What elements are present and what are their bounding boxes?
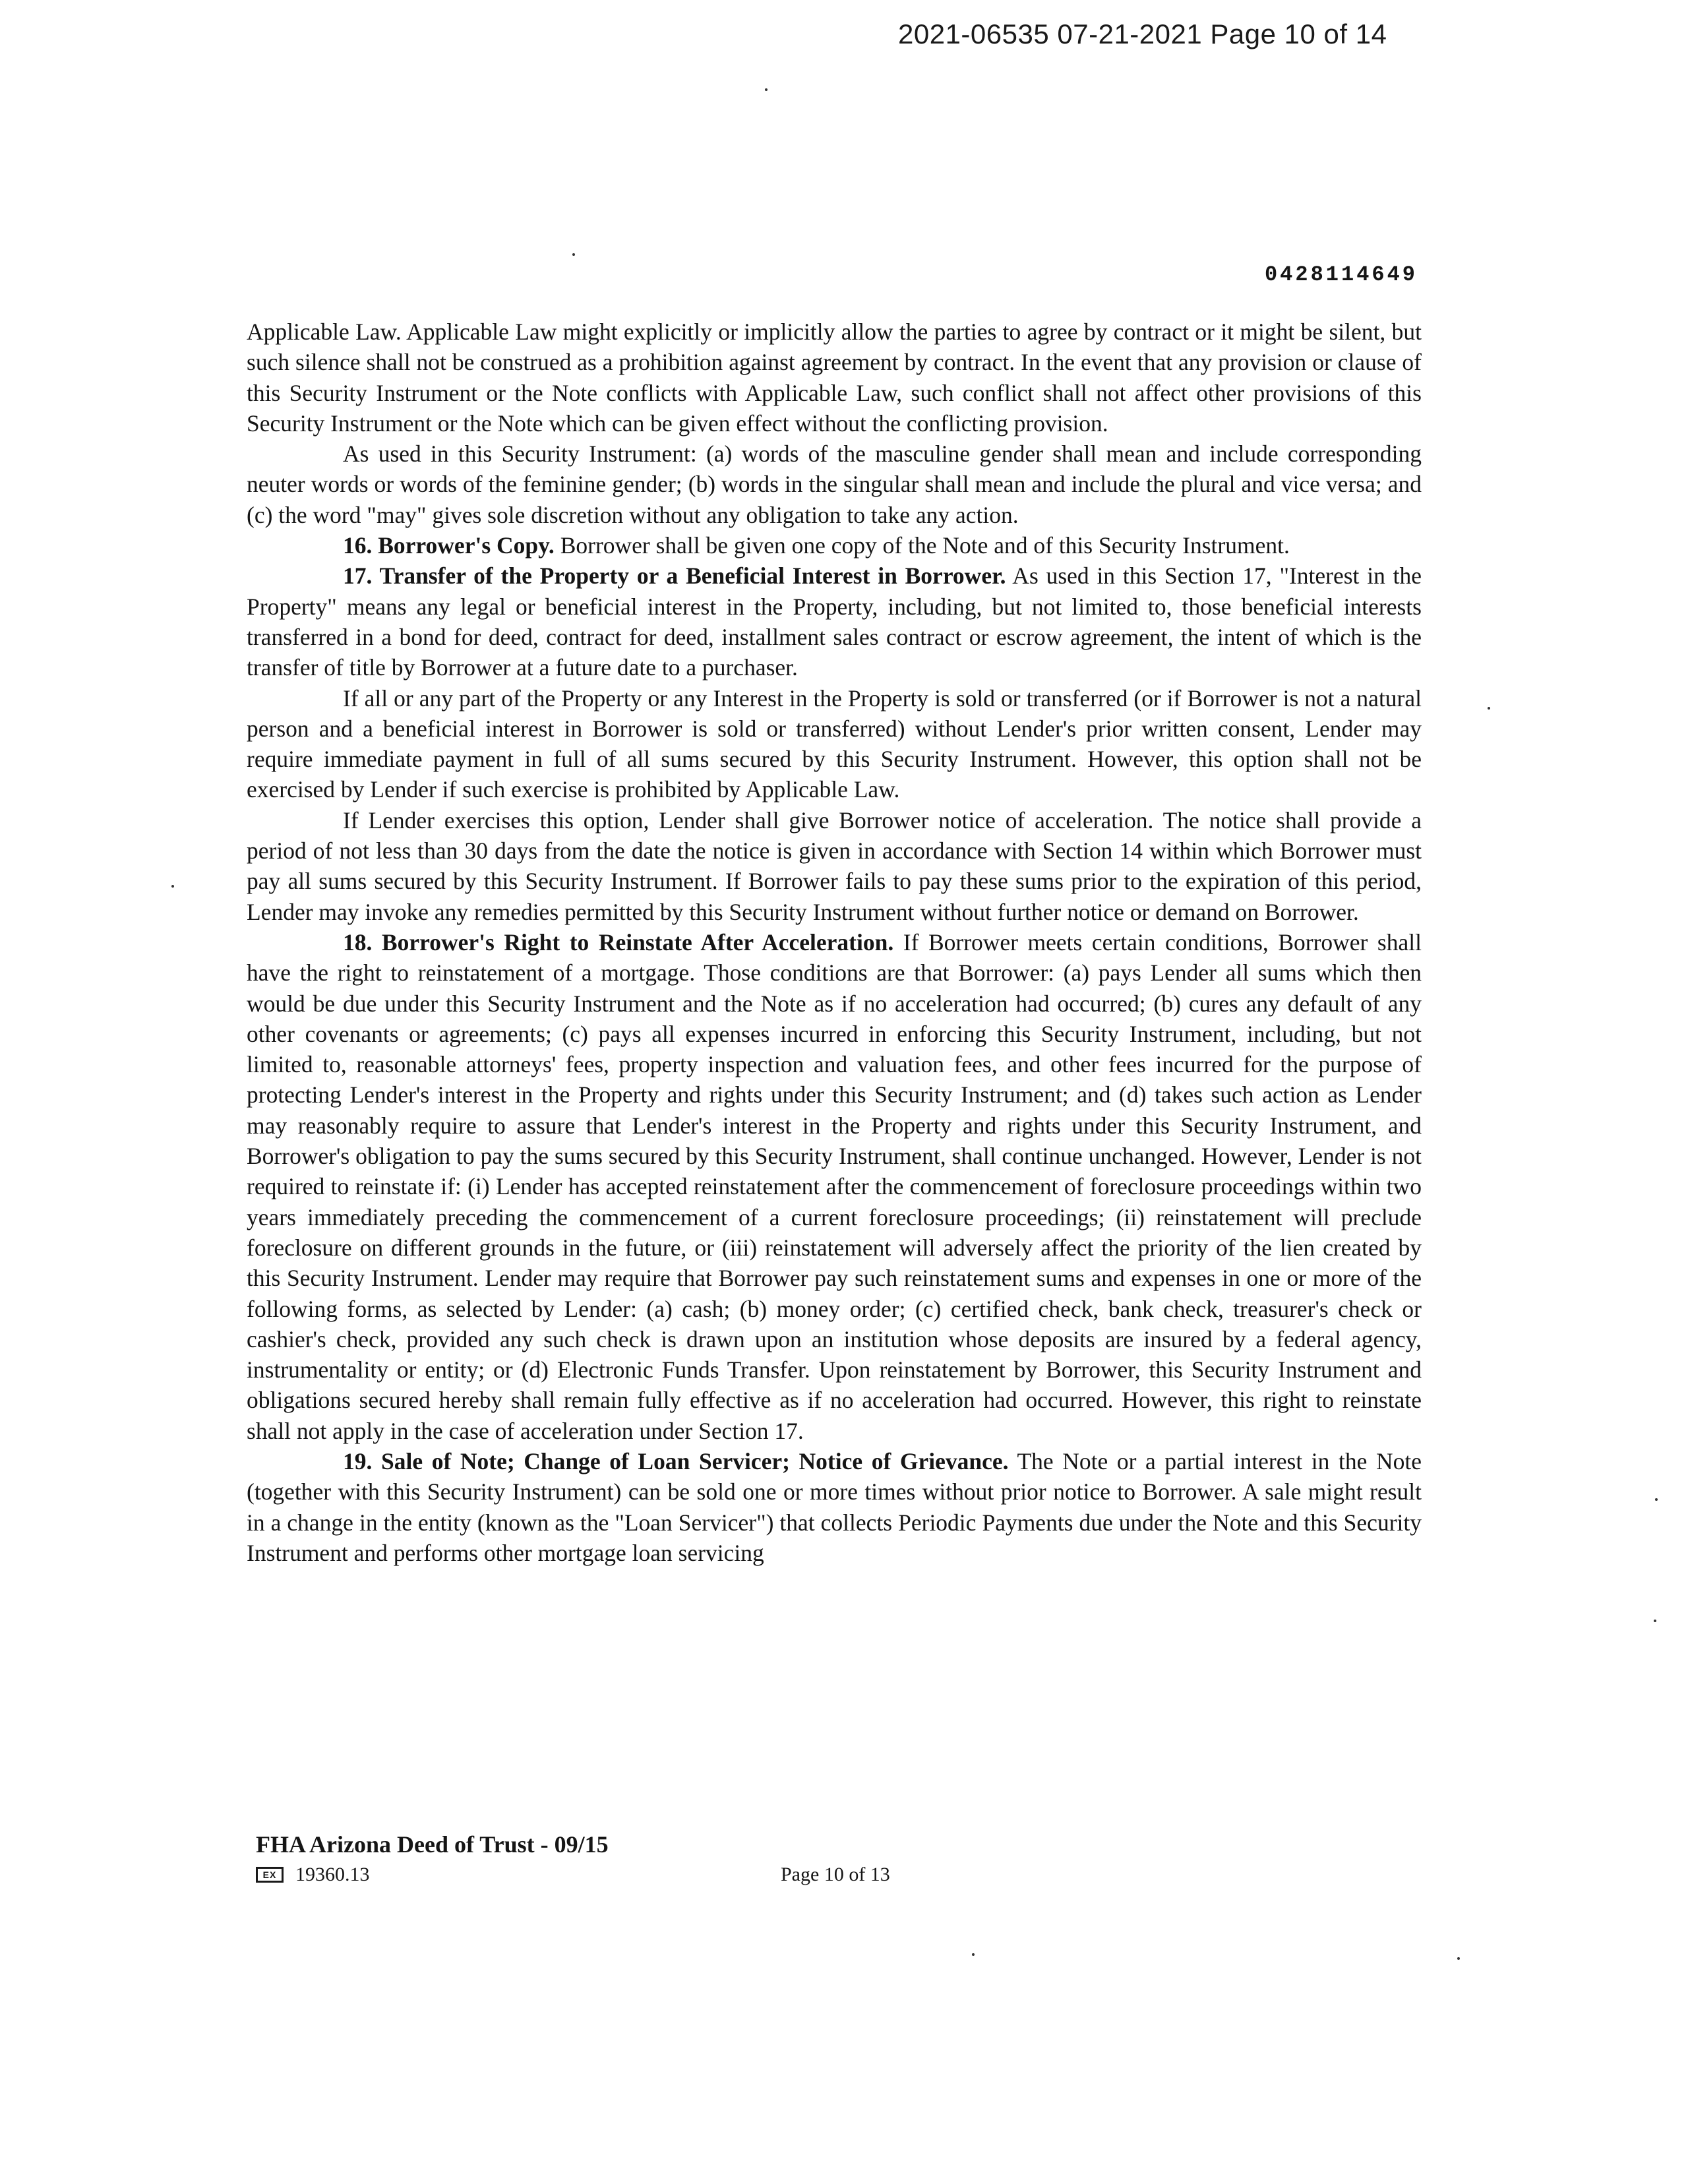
paragraph-gender-definitions <box>247 439 1422 530</box>
paragraph-text: If all or any part of the Property or any Interest in the Property is sold or transferred (or if Borrower is not a natural person and a beneficial interest in Borrower is sold or transferred) without Lender's prior written consent, Lender may require immediate payment in full of all sums secured by this Security Instrument. However, this option shall not be exercised by Lender if such exercise is prohibited by Applicable Law. <box>247 684 1422 803</box>
scan-speck <box>972 1953 975 1956</box>
scan-speck <box>1457 1957 1460 1960</box>
section-heading: 16. Borrower's Copy. <box>343 532 555 559</box>
scan-speck <box>1654 1620 1656 1622</box>
scan-speck <box>1488 707 1490 710</box>
paragraph-text: Applicable Law. Applicable Law might explicitly or implicitly allow the parties to agree by contract or it might be silent, but such silence shall not be construed as a prohibition against agreement by contract. In the event that any provision or clause of this Security Instrument or the Note conflicts with Applicable Law, such conflict shall not affect other provisions of this Security Instrument or the Note which can be given effect without the conflicting provision. <box>247 318 1422 437</box>
section-16-borrowers-copy <box>247 530 1422 561</box>
scan-speck <box>765 88 768 91</box>
form-publisher-logo-icon: EX <box>256 1867 284 1883</box>
recording-stamp: 2021-06535 07-21-2021 Page 10 of 14 <box>898 18 1387 49</box>
section-heading: 18. Borrower's Right to Reinstate After Acceleration. <box>343 928 894 956</box>
paragraph-text: As used in this Section 17, "Interest in the Property" means any legal or beneficial interest in the Property, including, but not limited to, those beneficial interests transferred in a bond for deed, contract for deed, installment sales contract or escrow agreement, the intent of which is the transfer of title by Borrower at a future date to a purchaser. <box>247 562 1422 681</box>
loan-number: 0428114649 <box>1264 262 1418 287</box>
scan-speck <box>572 253 575 256</box>
scan-speck <box>1655 1498 1658 1501</box>
form-code <box>256 1864 370 1886</box>
document-body <box>247 317 1422 1568</box>
section-19-sale-of-note <box>247 1446 1422 1568</box>
paragraph-text: The Note or a partial interest in the Note (together with this Security Instrument) can be sold one or more times without prior notice to Borrower. A sale might result in a change in the entity (known as the "Loan Servicer") that collects Periodic Payments due under the Note and this Security Instrument and performs other mortgage loan servicing <box>247 1447 1422 1566</box>
paragraph-acceleration-notice <box>247 805 1422 927</box>
paragraph-text: As used in this Security Instrument: (a) words of the masculine gender shall mean and include corresponding neuter words or words of the feminine gender; (b) words in the singular shall mean and include the plural and vice versa; and (c) the word "may" gives sole discretion without any obligation to take any action. <box>247 440 1422 528</box>
section-18-reinstate <box>247 927 1422 1446</box>
paragraph-transfer-consent <box>247 683 1422 805</box>
section-17-transfer <box>247 561 1422 682</box>
section-heading: 19. Sale of Note; Change of Loan Servicer; Notice of Grievance. <box>343 1447 1009 1474</box>
page-number: Page 10 of 13 <box>781 1864 890 1885</box>
scan-speck <box>171 885 174 888</box>
section-heading: 17. Transfer of the Property or a Beneficial Interest in Borrower. <box>343 562 1006 590</box>
paragraph-text: Borrower shall be given one copy of the Note and of this Security Instrument. <box>554 532 1290 559</box>
paragraph-applicable-law <box>247 317 1422 439</box>
form-number: 19360.13 <box>295 1864 370 1885</box>
paragraph-text: If Lender exercises this option, Lender shall give Borrower notice of acceleration. The notice shall provide a period of not less than 30 days from the date the notice is given in accordance with Section 14 within which Borrower must pay all sums secured by this Security Instrument. If Borrower fails to pay these sums prior to the expiration of this period, Lender may invoke any remedies permitted by this Security Instrument without further notice or demand on Borrower. <box>247 806 1422 925</box>
form-title: FHA Arizona Deed of Trust - 09/15 <box>256 1831 609 1858</box>
paragraph-text: If Borrower meets certain conditions, Borrower shall have the right to reinstatement of a mortgage. Those conditions are that Borrower: (a) pays Lender all sums which then would be due under this Security Instrument and the Note as if no acceleration had occurred; (b) cures any default of any other covenants or agreements; (c) pays all expenses incurred in enforcing this Security Instrument, including, but not limited to, reasonable attorneys' fees, property inspection and valuation fees, and other fees incurred for the purpose of protecting Lender's interest in the Property and rights under this Security Instrument; and (d) takes such action as Lender may reasonably require to assure that Lender's interest in the Property and rights under this Security Instrument, and Borrower's obligation to pay the sums secured by this Security Instrument, shall continue unchanged. However, Lender is not required to reinstate if: (i) Lender has accepted reinstatement after the commencement of foreclosure proceedings within two years immediately preceding the commencement of a current foreclosure proceedings; (ii) reinstatement will preclude foreclosure on different grounds in the future, or (iii) reinstatement will adversely affect the priority of the lien created by this Security Instrument. Lender may require that Borrower pay such reinstatement sums and expenses in one or more of the following forms, as selected by Lender: (a) cash; (b) money order; (c) certified check, bank check, treasurer's check or cashier's check, provided any such check is drawn upon an institution whose deposits are insured by a federal agency, instrumentality or entity; or (d) Electronic Funds Transfer. Upon reinstatement by Borrower, this Security Instrument and obligations secured hereby shall remain fully effective as if no acceleration had occurred. However, this right to reinstate shall not apply in the case of acceleration under Section 17. <box>247 928 1422 1444</box>
